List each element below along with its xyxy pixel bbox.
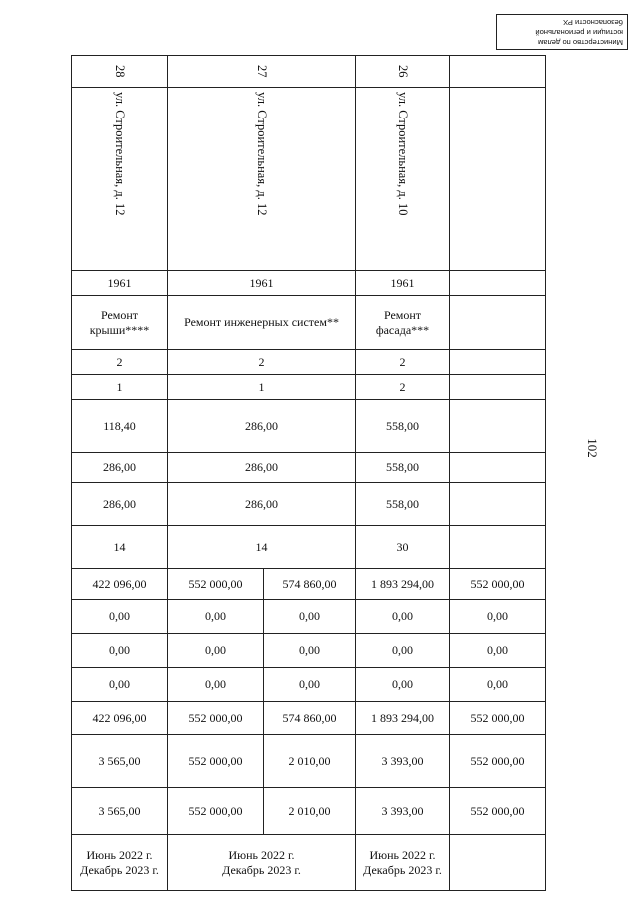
table-cell: [450, 375, 546, 400]
table-cell: 1961: [356, 271, 450, 296]
address: ул. Строительная, д. 10: [396, 92, 410, 216]
table-cell: 552 000,00: [168, 735, 264, 788]
table-cell: [450, 400, 546, 453]
table-cell: [450, 296, 546, 350]
table-row: [72, 835, 546, 891]
table-cell: 0,00: [168, 600, 264, 634]
table-cell: 1: [168, 375, 356, 400]
table-row: [72, 56, 546, 88]
table-cell: [356, 88, 450, 271]
table-cell: [72, 88, 168, 271]
table-cell: 286,00: [72, 453, 168, 483]
table-cell: [450, 88, 546, 271]
table-row: [72, 483, 546, 526]
address: ул. Строительная, д. 12: [255, 92, 269, 216]
table-row: [72, 788, 546, 835]
table-cell: 2: [356, 375, 450, 400]
column-number: 27: [255, 65, 269, 78]
table-row: [72, 453, 546, 483]
table-cell: 1 893 294,00: [356, 702, 450, 735]
table-cell: 552 000,00: [168, 702, 264, 735]
table-cell: 552 000,00: [168, 788, 264, 835]
table-cell: 558,00: [356, 453, 450, 483]
table-cell: 1961: [72, 271, 168, 296]
table-cell: 1: [72, 375, 168, 400]
table-cell: 3 393,00: [356, 735, 450, 788]
table-cell: 0,00: [450, 668, 546, 702]
registration-stamp: [496, 14, 628, 50]
table-cell: [450, 526, 546, 569]
table-cell: [450, 483, 546, 526]
table-cell: 118,40: [72, 400, 168, 453]
table-cell: 0,00: [264, 634, 356, 668]
table-cell: 30: [356, 526, 450, 569]
table-cell: [72, 835, 168, 891]
table-row: [72, 271, 546, 296]
table-cell: 0,00: [450, 634, 546, 668]
table-row: [72, 634, 546, 668]
stamp-line: юстиции и региональной: [535, 28, 623, 37]
table-cell: 2: [168, 350, 356, 375]
table-row: [72, 350, 546, 375]
stamp-line: Министерство по делам: [538, 38, 623, 47]
table-cell: 0,00: [168, 634, 264, 668]
table-cell: 558,00: [356, 483, 450, 526]
table-cell: [168, 835, 356, 891]
table-row: [72, 702, 546, 735]
table-cell: 0,00: [72, 634, 168, 668]
table-row: [72, 668, 546, 702]
page-number: 102: [584, 438, 600, 458]
table-row: [72, 600, 546, 634]
table-cell: 2 010,00: [264, 788, 356, 835]
table-cell: [450, 56, 546, 88]
table-cell: 14: [72, 526, 168, 569]
table-cell: 1961: [168, 271, 356, 296]
column-number: 26: [396, 65, 410, 78]
table-cell: Ремонт инженерных систем**: [168, 296, 356, 350]
table-cell: 3 565,00: [72, 735, 168, 788]
date-start: Июнь 2022 г.: [228, 847, 295, 862]
table-cell: 2 010,00: [264, 735, 356, 788]
table-cell: 2: [72, 350, 168, 375]
date-start: Июнь 2022 г.: [86, 847, 153, 862]
table-row: [72, 569, 546, 600]
table-cell: 552 000,00: [450, 569, 546, 600]
column-number: 28: [113, 65, 127, 78]
address: ул. Строительная, д. 12: [113, 92, 127, 216]
table-cell: 574 860,00: [264, 569, 356, 600]
table-cell: 422 096,00: [72, 702, 168, 735]
table-cell: 552 000,00: [450, 788, 546, 835]
table-row: [72, 526, 546, 569]
table-cell: 0,00: [72, 668, 168, 702]
table-row: [72, 375, 546, 400]
table-cell: 286,00: [168, 453, 356, 483]
table-row: [72, 735, 546, 788]
table-cell: 14: [168, 526, 356, 569]
table-cell: 574 860,00: [264, 702, 356, 735]
table-cell: Ремонт крыши****: [72, 296, 168, 350]
table-cell: [72, 56, 168, 88]
table-cell: 422 096,00: [72, 569, 168, 600]
table-cell: 3 393,00: [356, 788, 450, 835]
table-cell: [356, 56, 450, 88]
table-cell: [450, 271, 546, 296]
date-end: Декабрь 2023 г.: [222, 862, 301, 877]
table-cell: 558,00: [356, 400, 450, 453]
table-cell: [356, 835, 450, 891]
table-cell: 2: [356, 350, 450, 375]
table-cell: 0,00: [264, 600, 356, 634]
table-cell: 286,00: [168, 400, 356, 453]
table-cell: Ремонт фасада***: [356, 296, 450, 350]
table-cell: 286,00: [168, 483, 356, 526]
table-row: [72, 296, 546, 350]
table-cell: 3 565,00: [72, 788, 168, 835]
stamp-line: безопасности РХ: [563, 18, 623, 27]
table-cell: 0,00: [72, 600, 168, 634]
date-start: Июнь 2022 г.: [369, 847, 436, 862]
table-cell: [450, 350, 546, 375]
table-row: [72, 88, 546, 271]
date-end: Декабрь 2023 г.: [363, 862, 442, 877]
table-cell: 552 000,00: [168, 569, 264, 600]
table-cell: 552 000,00: [450, 735, 546, 788]
table-cell: 0,00: [356, 634, 450, 668]
table-cell: 286,00: [72, 483, 168, 526]
table-cell: [450, 453, 546, 483]
table-cell: 1 893 294,00: [356, 569, 450, 600]
table-cell: 0,00: [264, 668, 356, 702]
date-end: Декабрь 2023 г.: [80, 862, 159, 877]
repair-schedule-table: [71, 55, 546, 891]
table-cell: 552 000,00: [450, 702, 546, 735]
table-cell: [168, 56, 356, 88]
table-cell: 0,00: [356, 668, 450, 702]
table-cell: 0,00: [356, 600, 450, 634]
table-cell: [450, 835, 546, 891]
table-row: [72, 400, 546, 453]
table-cell: 0,00: [450, 600, 546, 634]
table-cell: [168, 88, 356, 271]
table-cell: 0,00: [168, 668, 264, 702]
